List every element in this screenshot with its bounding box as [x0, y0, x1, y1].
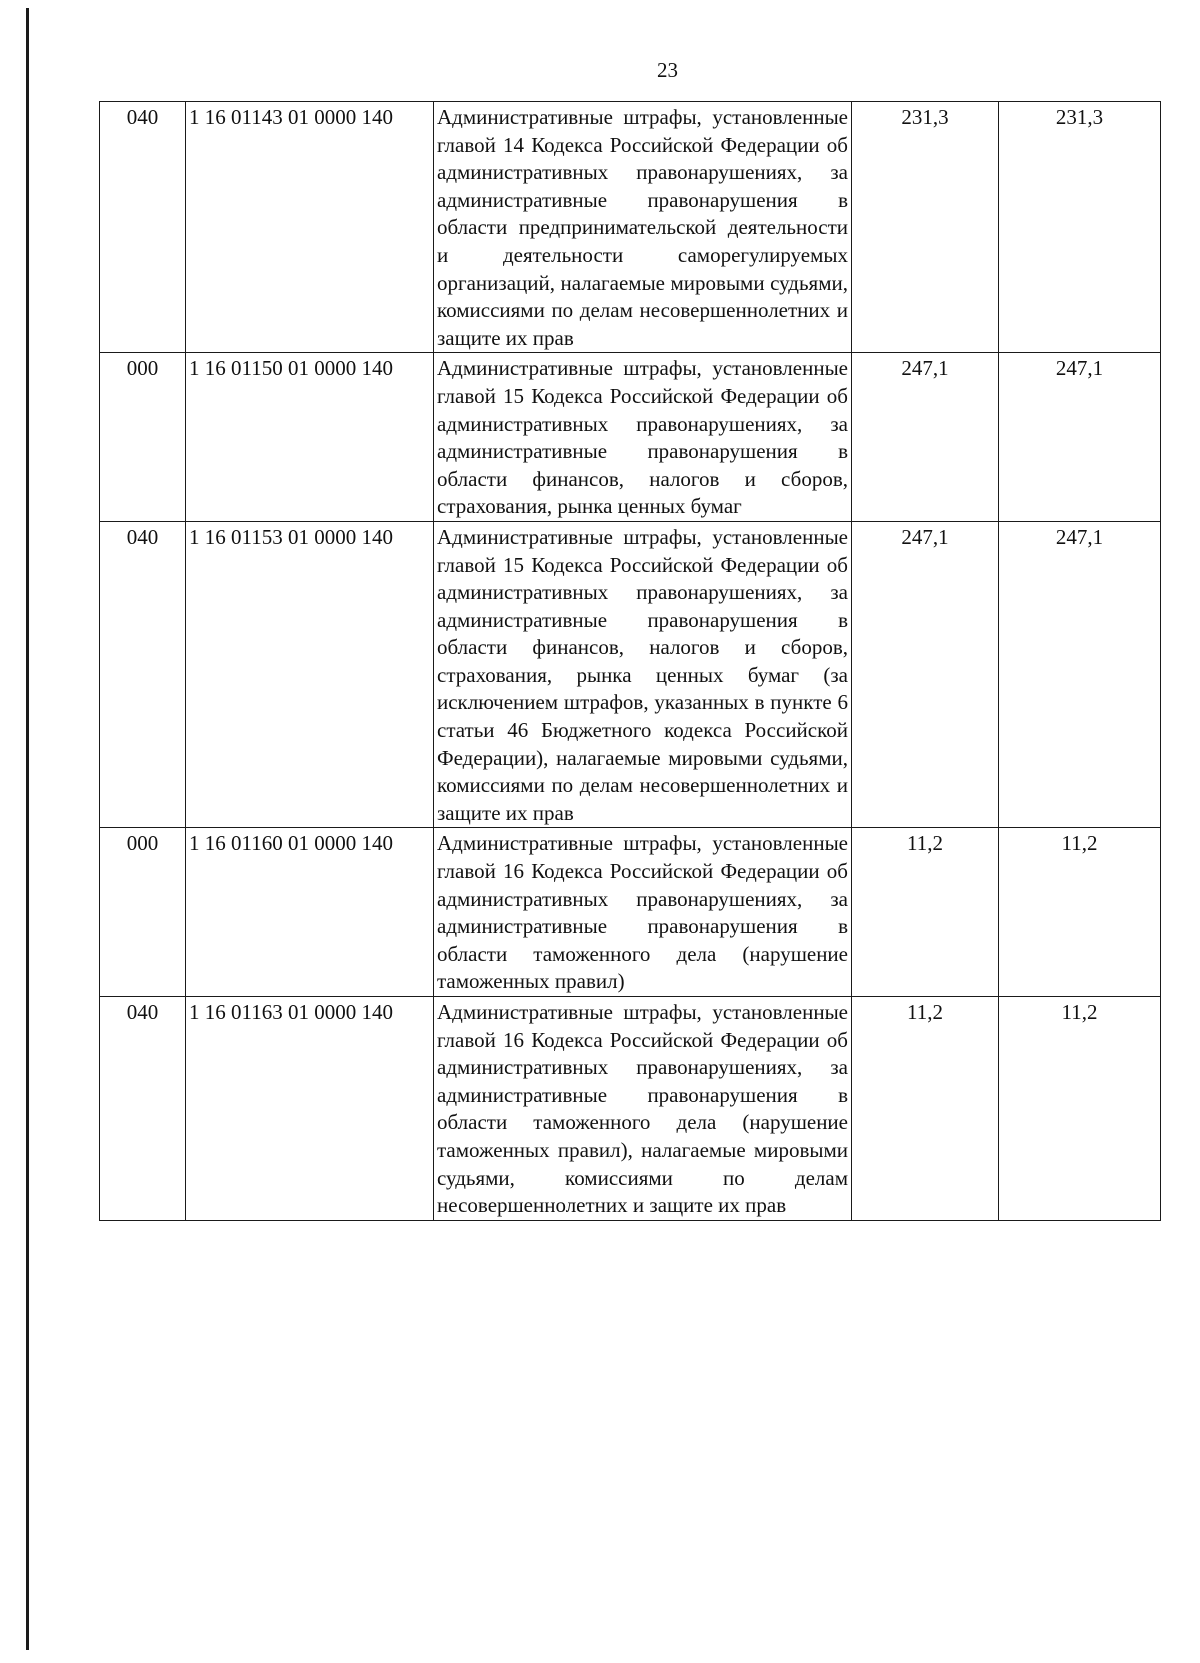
- amount-2-cell: 247,1: [999, 521, 1161, 828]
- table-row: [100, 521, 1161, 828]
- amount-2-cell: 231,3: [999, 102, 1161, 353]
- description-cell: Административные штрафы, установленные главой 15 Кодекса Российской Федерации об административных правонарушениях, за административные правонарушения в области финансов, налогов и сборов, страхования, рынка ценных бумаг: [434, 353, 852, 522]
- table-row: [100, 997, 1161, 1221]
- amount-1-cell: 247,1: [852, 353, 999, 522]
- amount-1-cell: 11,2: [852, 828, 999, 997]
- table-row: [100, 828, 1161, 997]
- admin-code-cell: 000: [100, 353, 186, 522]
- kbk-code-cell: 1 16 01160 01 0000 140: [186, 828, 434, 997]
- kbk-code-cell: 1 16 01153 01 0000 140: [186, 521, 434, 828]
- amount-2-cell: 11,2: [999, 997, 1161, 1221]
- kbk-code-cell: 1 16 01150 01 0000 140: [186, 353, 434, 522]
- table-row: [100, 353, 1161, 522]
- amount-1-cell: 11,2: [852, 997, 999, 1221]
- page-number: 23: [657, 58, 678, 82]
- table-row: [100, 102, 1161, 353]
- description-cell: Административные штрафы, установленные главой 16 Кодекса Российской Федерации об административных правонарушениях, за административные правонарушения в области таможенного дела (нарушение таможенных правил), налагаемые мировыми судьями, комиссиями по делам несовершеннолетних и защите их прав: [434, 997, 852, 1221]
- admin-code-cell: 040: [100, 521, 186, 828]
- description-cell: Административные штрафы, установленные главой 16 Кодекса Российской Федерации об административных правонарушениях, за административные правонарушения в области таможенного дела (нарушение таможенных правил): [434, 828, 852, 997]
- amount-2-cell: 11,2: [999, 828, 1161, 997]
- binding-margin-line: [26, 8, 29, 1650]
- admin-code-cell: 000: [100, 828, 186, 997]
- description-cell: Административные штрафы, установленные главой 14 Кодекса Российской Федерации об административных правонарушениях, за административные правонарушения в области предпринимательской деятельности и деятельности саморегулируемых организаций, налагаемые мировыми судьями, комиссиями по делам несовершеннолетних и защите их прав: [434, 102, 852, 353]
- amount-2-cell: 247,1: [999, 353, 1161, 522]
- admin-code-cell: 040: [100, 102, 186, 353]
- budget-revenue-table: [99, 101, 1161, 1221]
- description-cell: Административные штрафы, установленные главой 15 Кодекса Российской Федерации об административных правонарушениях, за административные правонарушения в области финансов, налогов и сборов, страхования, рынка ценных бумаг (за исключением штрафов, указанных в пункте 6 статьи 46 Бюджетного кодекса Российской Федерации), налагаемые мировыми судьями, комиссиями по делам несовершеннолетних и защите их прав: [434, 521, 852, 828]
- kbk-code-cell: 1 16 01143 01 0000 140: [186, 102, 434, 353]
- amount-1-cell: 231,3: [852, 102, 999, 353]
- kbk-code-cell: 1 16 01163 01 0000 140: [186, 997, 434, 1221]
- admin-code-cell: 040: [100, 997, 186, 1221]
- amount-1-cell: 247,1: [852, 521, 999, 828]
